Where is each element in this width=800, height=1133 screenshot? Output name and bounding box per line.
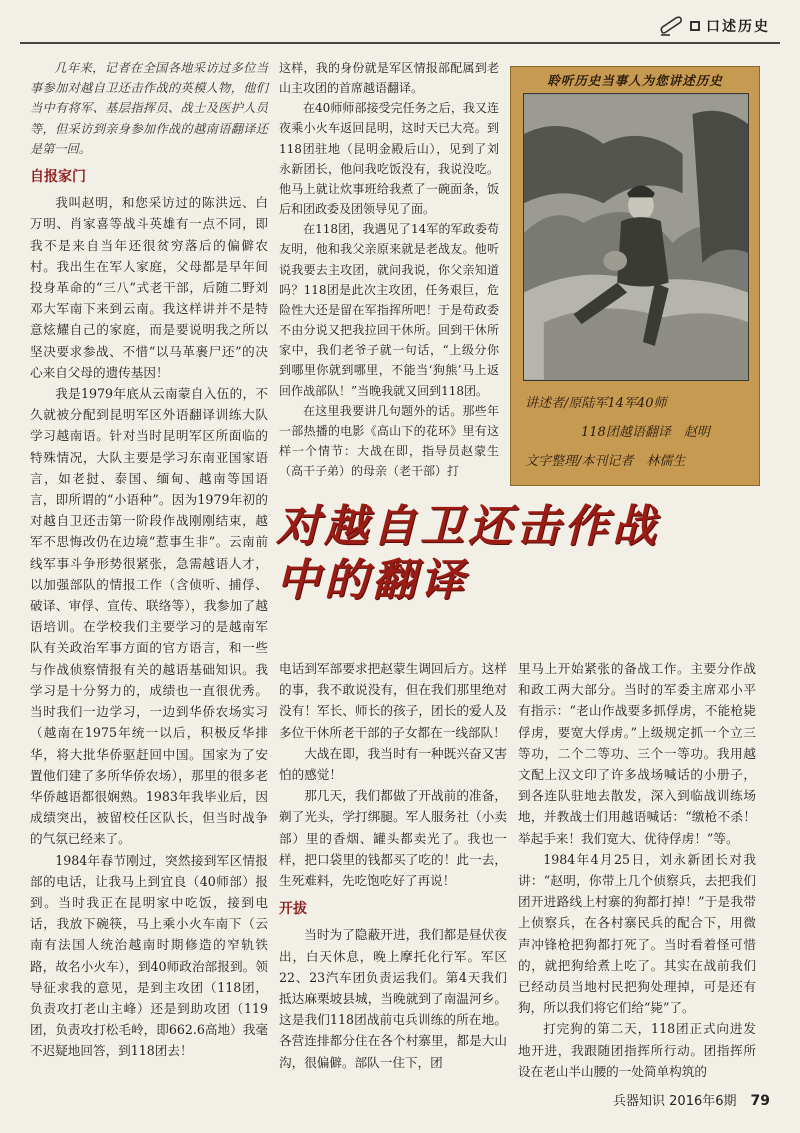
paragraph: 那几天，我们都做了开战前的准备，剃了光头，学打绑腿。军人服务社（小卖部）里的香烟、罐头都卖光了。我也一样，把口袋里的钱都买了吃的！此一去，生死难料，先吃饱吃好了再说！ [279, 788, 507, 889]
article-title-line-1: 对越自卫还击作战 [276, 501, 660, 552]
paragraph: 在这里我要讲几句题外的话。那些年一部热播的电影《高山下的花环》里有这样一个情节：大战在即，指导员赵蒙生（高干子弟）的母亲（老干部）打 [279, 403, 499, 479]
paragraph: 我叫赵明，和您采访过的陈洪远、白万明、肖家喜等战斗英雄有一点不同，即我不是来自当年还很贫穷落后的偏僻农村。我出生在军人家庭，父母都是早年间投身革命的“三八”式老干部，后随二野刘邓大军南下来到云南。我这样讲并不是特意炫耀自己的家庭，而是要说明我之所以坚决要求参战、不惜“以马革裹尸还”的决心来自父母的遗传基因！ [30, 195, 268, 380]
paragraph: 这样，我的身份就是军区情报部配属到老山主攻团的首席越语翻译。 [279, 61, 499, 96]
narrator-photo-box [510, 66, 760, 486]
header-square-marker [690, 21, 700, 31]
column-4 [518, 658, 756, 1082]
narrator-photo [523, 93, 749, 381]
page-footer [613, 1090, 770, 1109]
narrator-role-line: 118团越语翻译 赵明 [581, 425, 710, 440]
header-rule [20, 42, 780, 44]
paragraph: 当时为了隐蔽开进，我们都是昼伏夜出，白天休息，晚上摩托化行军。军区22、23汽车团负责运我们。第4天我们抵达麻栗坡县城，当晚就到了南温河乡。这是我们118团战前屯兵训练的所在地。各营连排都分住在各个村寨里，都是大山沟，很偏僻。部队一住下，团 [279, 927, 507, 1070]
column-1 [30, 58, 268, 1062]
paragraph: 在118团，我遇见了14军的军政委苟友明，他和我父亲原来就是老战友。他听说我要去主攻团，就问我说，你父亲知道吗？118团是此次主攻团，任务艰巨，危险性大还是留在军指挥所吧！于是苟政委不由分说又把我拉回干休所。回到干休所家中，我们老爷子就一句话，“上级分你到哪里你就到哪里，不能当‘狗熊’马上返回作战部队！”当晚我就又回到118团。 [279, 222, 499, 398]
article-title-line-2: 中的翻译 [276, 555, 468, 606]
section-heading-1: 自报家门 [30, 169, 86, 186]
section-title: 口述历史 [706, 19, 770, 35]
credits-block [525, 389, 751, 476]
column-2 [279, 58, 499, 481]
paragraph: 在40师师部接受完任务之后，我又连夜乘小火车返回昆明，这时天已大亮。到118团驻地（昆明金殿后山），见到了刘永新团长，他问我吃饭没有，我说没吃。他马上就让炊事班给我煮了一碗面条，饭后和团政委及团领导见了面。 [279, 101, 499, 217]
article-title [276, 500, 766, 608]
paragraph: 我是1979年底从云南蒙自入伍的，不久就被分配到昆明军区外语翻译训练大队学习越南语。针对当时昆明军区所面临的特殊情况，大队主要是学习东南亚国家语言，如老挝、泰国、缅甸、越南等国语言，即所谓的“小语种”。因为1979年初的对越自卫还击第一阶段作战刚刚结束，越军不思悔改仍在边境“惹事生非”。云南前线军事斗争形势很紧张，急需越语人才，以加强部队的情报工作（含侦听、捕俘、破译、审俘、宣传、联络等），我参加了越语培训。在学校我们主要学习的是越南军队有关政治军事方面的官方语言，和一些与作战侦察情报有关的越语基础知识。我学习是十分努力的，成绩也一直很优秀。当时我们一边学习，一边到华侨农场实习（越南在1975年统一以后，积极反华排华，将大批华侨驱赶回中国。国家为了安置他们建了多所华侨农场），那里的很多老华侨越语都很娴熟。1983年我毕业后，因成绩突出，被留校任区队长，但当时战争的气氛已经来了。 [30, 386, 268, 847]
paragraph: 1984年春节刚过，突然接到军区情报部的电话，让我马上到宜良（40师部）报到。当时我正在昆明家中吃饭，接到电话，我放下碗筷，马上乘小火车南下（云南有法国人统治越南时期修造的窄轨铁路，故名小火车），到40师政治部报到。领导征求我的意见，是到主攻团（118团，负责攻打老山主峰）还是到助攻团（119团，负责攻打松毛岭，即662.6高地）我毫不迟疑地回答，到118团去！ [30, 852, 268, 1059]
soldier-on-rocks-image [524, 94, 748, 380]
editor-line: 文字整理/本刊记者 林儒生 [525, 454, 686, 469]
intro-paragraph: 几年来，记者在全国各地采访过多位当事参加对越自卫还击作战的英模人物，他们当中有将军、基层指挥员、战士及医护人员等，但采访到亲身参加作战的越南语翻译还是第一回。 [30, 61, 268, 156]
photo-box-caption: 聆听历史当事人为您讲述历史 [547, 73, 723, 88]
page-number: 79 [750, 1093, 770, 1109]
scroll-quill-icon [658, 14, 684, 38]
paragraph: 电话到军部要求把赵蒙生调回后方。这样的事，我不敢说没有，但在我们那里绝对没有！军长、师长的孩子，团长的爱人及多位干休所老干部的子女都在一线部队！ [279, 661, 507, 740]
section-header [658, 14, 770, 38]
narrator-line: 讲述者/原陆军14军40师 [525, 396, 667, 411]
section-heading-2: 开拔 [279, 901, 307, 918]
paragraph: 大战在即，我当时有一种既兴奋又害怕的感觉！ [279, 745, 507, 783]
column-3 [279, 658, 507, 1073]
paragraph: 1984年4月25日，刘永新团长对我讲：“赵明，你带上几个侦察兵，去把我们团开进路线上村寨的狗都打掉！”于是我带上侦察兵，在各村寨民兵的配合下，用微声冲锋枪把狗都打死了。当时看着怪可惜的，就把狗给煮上吃了。其实在战前我们已经动员当地村民把狗处理掉，可是还有狗，所以我们将它们给“毙”了。 [518, 851, 756, 1016]
magazine-issue: 兵器知识 2016年6期 [613, 1094, 737, 1109]
paragraph: 打完狗的第二天，118团正式向进发地开进，我跟随团指挥所行动。团指挥所设在老山半山腰的一处简单构筑的 [518, 1021, 756, 1079]
paragraph: 里马上开始紧张的备战工作。主要分作战和政工两大部分。当时的军委主席邓小平有指示：“老山作战要多抓俘虏，不能枪毙俘虏，要宽大俘虏。”上级规定抓一个立三等功，二个二等功、三个一等功。我用越文配上汉文印了许多战场喊话的小册子，到各连队驻地去散发，深入到临战训练场地，并教战士们用越语喊话：“缴枪不杀！举起手来！我们宽大、优待俘虏！”等。 [518, 661, 756, 846]
